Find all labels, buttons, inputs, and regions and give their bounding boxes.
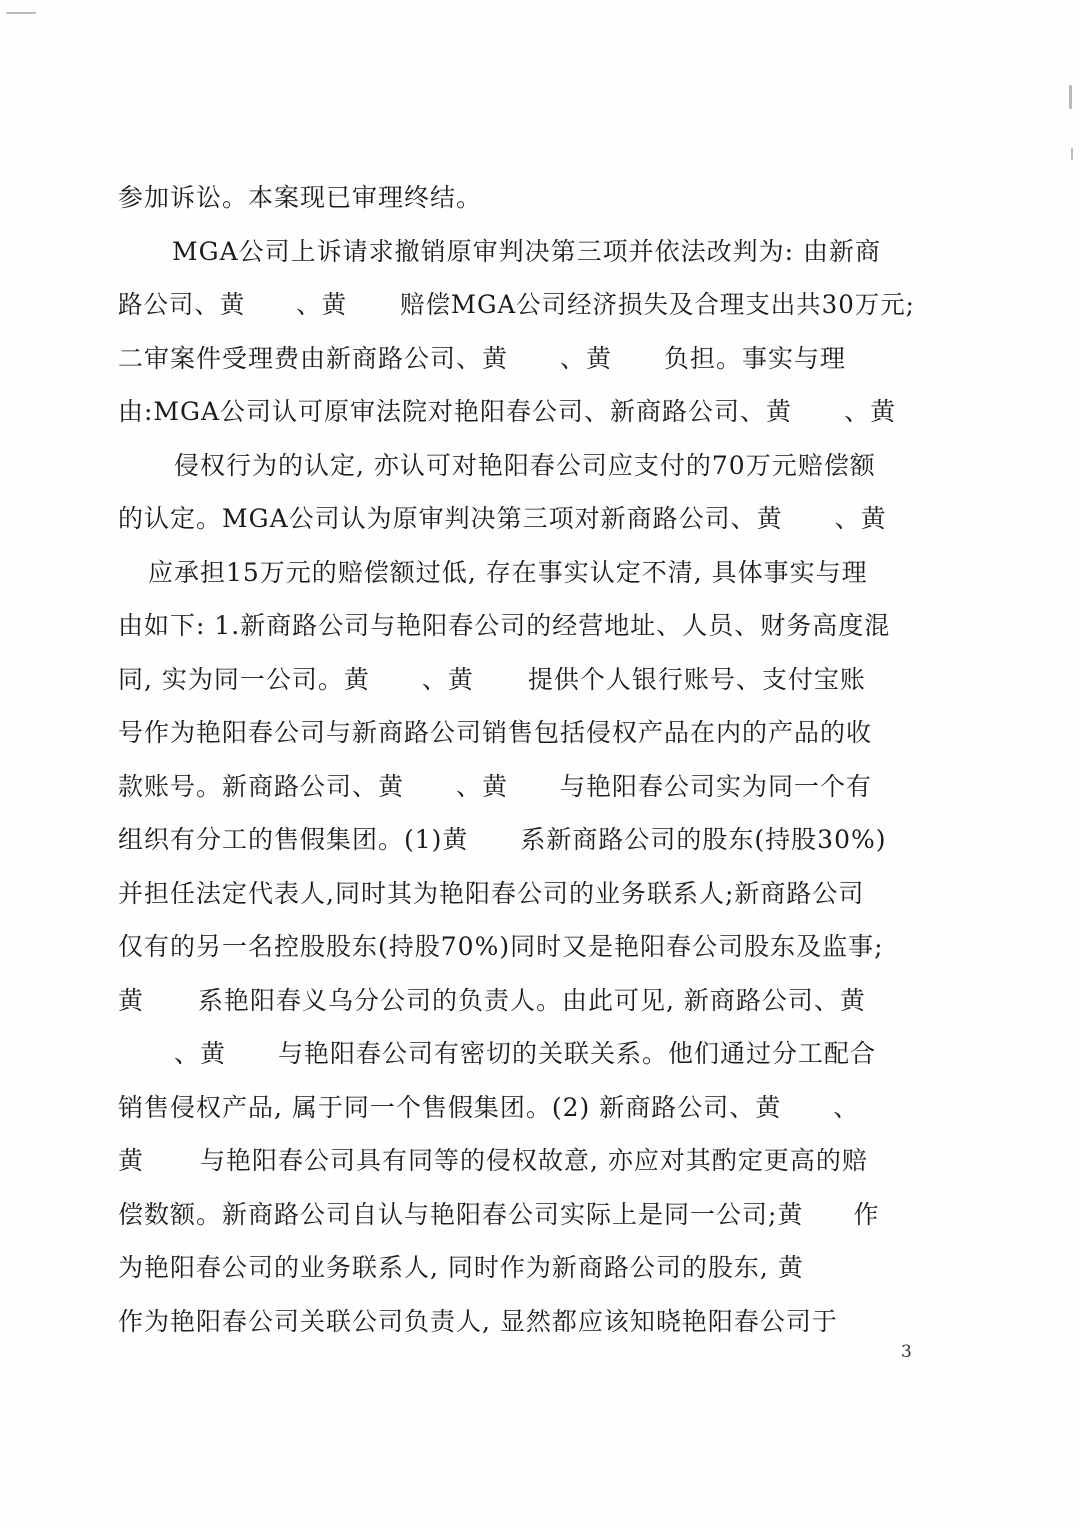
- text-line: [118, 981, 866, 1021]
- text-line: [118, 1088, 859, 1128]
- text-segment: 作为艳阳春公司关联公司负责人, 显然都应该知晓艳阳春公司于: [118, 1307, 838, 1336]
- redaction-gap: [144, 1146, 200, 1180]
- text-segment: 与艳阳春公司有密切的关联关系。他们通过分工配合: [278, 1039, 877, 1068]
- text-segment: 、黄: [560, 344, 613, 373]
- scan-mark-top-left: [6, 12, 36, 14]
- text-segment: 黄: [118, 986, 145, 1015]
- text-segment: 、: [833, 1093, 860, 1122]
- text-line: [118, 767, 872, 807]
- text-segment: 提供个人银行账号、支付宝账: [527, 665, 866, 694]
- redaction-gap: [612, 344, 664, 378]
- text-segment: 路公司、黄: [118, 290, 246, 319]
- text-line: [118, 1302, 838, 1342]
- text-line: [118, 285, 915, 325]
- redaction-gap: [508, 772, 560, 806]
- text-segment: 作: [853, 1200, 880, 1229]
- redaction-gap: [347, 290, 400, 324]
- text-line: [118, 713, 872, 753]
- redaction-gap: [781, 1093, 833, 1127]
- text-segment: 由如下: 1.新商路公司与艳阳春公司的经营地址、人员、财务高度混: [118, 611, 891, 640]
- text-segment: 侵权行为的认定, 亦认可对艳阳春公司应支付的70万元赔偿额: [174, 451, 876, 480]
- text-line: [118, 178, 482, 218]
- text-segment: 、黄: [844, 397, 897, 426]
- redaction-gap: [370, 665, 422, 699]
- text-segment: 、黄: [421, 665, 474, 694]
- text-segment: 由:MGA公司认可原审法院对艳阳春公司、新商路公司、黄: [118, 397, 793, 426]
- text-line: [118, 606, 890, 646]
- text-segment: 参加诉讼。本案现已审理终结。: [118, 183, 483, 212]
- text-segment: 组织有分工的售假集团。(1)黄: [118, 825, 469, 854]
- text-segment: 二审案件受理费由新商路公司、黄: [118, 344, 509, 373]
- text-line: [118, 1248, 804, 1288]
- text-segment: MGA公司上诉请求撤销原审判决第三项并依法改判为: 由新商: [172, 237, 881, 266]
- text-line: [118, 1034, 876, 1074]
- scan-mark-right-1: [1069, 85, 1072, 109]
- redaction-gap: [792, 397, 844, 431]
- text-segment: 与艳阳春公司具有同等的侵权故意, 亦应对其酌定更高的赔: [200, 1146, 868, 1175]
- text-segment: 系艳阳春义乌分公司的负责人。由此可见, 新商路公司、黄: [198, 986, 866, 1015]
- redaction-gap: [404, 772, 456, 806]
- text-line: [118, 820, 887, 860]
- text-segment: 为艳阳春公司的业务联系人, 同时作为新商路公司的股东, 黄: [118, 1253, 804, 1282]
- text-segment: 黄: [118, 1146, 145, 1175]
- text-line: [118, 660, 866, 700]
- text-segment: 系新商路公司的股东(持股30%): [520, 825, 887, 854]
- text-segment: 并担任法定代表人,同时其为艳阳春公司的业务联系人;新商路公司: [118, 879, 865, 908]
- text-line: [118, 339, 846, 379]
- text-line: [118, 446, 876, 486]
- text-segment: 与艳阳春公司实为同一个有: [560, 772, 873, 801]
- redaction-gap: [803, 1200, 853, 1234]
- text-segment: 的认定。MGA公司认为原审判决第三项对新商路公司、黄: [118, 504, 783, 533]
- redaction-gap: [118, 558, 148, 592]
- text-segment: 偿数额。新商路公司自认与艳阳春公司实际上是同一公司;黄: [118, 1200, 804, 1229]
- text-segment: 销售侵权产品, 属于同一个售假集团。(2) 新商路公司、黄: [118, 1093, 782, 1122]
- text-line: [118, 874, 864, 914]
- text-segment: 号作为艳阳春公司与新商路公司销售包括侵权产品在内的产品的收: [118, 718, 873, 747]
- redaction-gap: [474, 665, 528, 699]
- redaction-gap: [118, 451, 174, 485]
- text-segment: 、黄: [174, 1039, 227, 1068]
- text-line: [172, 232, 881, 272]
- scan-mark-right-2: [1071, 148, 1073, 160]
- redaction-gap: [226, 1039, 278, 1073]
- text-line: [118, 499, 887, 539]
- text-segment: 款账号。新商路公司、黄: [118, 772, 405, 801]
- text-line: [118, 927, 884, 967]
- text-segment: 仅有的另一名控股股东(持股70%)同时又是艳阳春公司股东及监事;: [118, 932, 884, 961]
- text-segment: 负担。事实与理: [664, 344, 847, 373]
- text-line: [118, 553, 868, 593]
- text-segment: 、黄: [834, 504, 887, 533]
- redaction-gap: [245, 290, 296, 324]
- redaction-gap: [783, 504, 835, 538]
- text-line: [118, 1141, 868, 1181]
- text-segment: 、黄: [456, 772, 509, 801]
- redaction-gap: [468, 825, 520, 859]
- text-segment: 应承担15万元的赔偿额过低, 存在事实认定不清, 具体事实与理: [148, 558, 868, 587]
- redaction-gap: [508, 344, 560, 378]
- text-segment: 同, 实为同一公司。黄: [118, 665, 370, 694]
- text-segment: 、黄: [296, 290, 348, 319]
- page-number: 3: [901, 1342, 912, 1362]
- text-segment: 赔偿MGA公司经济损失及合理支出共30万元;: [400, 290, 915, 319]
- redaction-gap: [118, 1039, 174, 1073]
- text-line: [118, 392, 896, 432]
- redaction-gap: [144, 986, 198, 1020]
- text-line: [118, 1195, 879, 1235]
